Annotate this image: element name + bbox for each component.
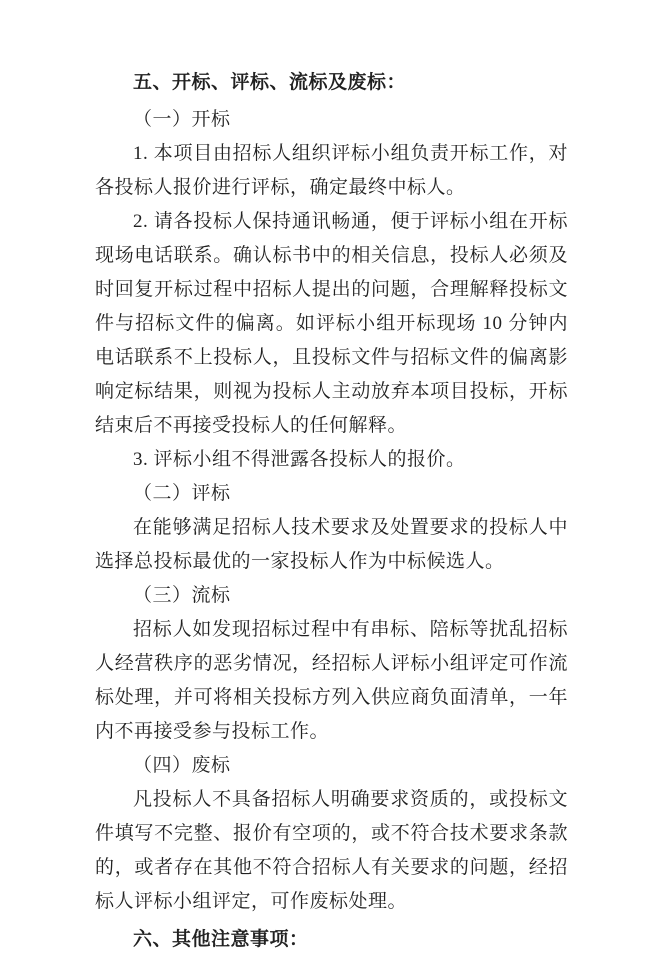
section-heading-5: 五、开标、评标、流标及废标：	[133, 72, 407, 93]
section-heading-6: 六、其他注意事项：	[133, 929, 309, 950]
paragraph-feibiao: 凡投标人不具备招标人明确要求资质的，或投标文件填写不完整、报价有空项的，或不符合技术要求条款的，或者存在其他不符合招标人有关要求的问题，经招标人评标小组评定，可作废标处理。	[95, 789, 568, 912]
subsection-heading-2-pingbiao: （二）评标	[133, 483, 231, 504]
paragraph-kaibiao-item-2: 2. 请各投标人保持通讯畅通，便于评标小组在开标现场电话联系。确认标书中的相关信息，投标人必须及时回复开标过程中招标人提出的问题，合理解释投标文件与招标文件的偏离。如评标小组开标现场 10 分钟内电话联系不上投标人，且投标文件与招标文件的偏离影响定标结果，则视为投标人主动放弃本项目投标，开标结束后不再接受投标人的任何解释。	[95, 211, 568, 436]
subsection-heading-4-feibiao: （四）废标	[133, 755, 231, 776]
paragraph-kaibiao-item-3: 3. 评标小组不得泄露各投标人的报价。	[133, 449, 466, 470]
document-body	[95, 66, 568, 957]
paragraph-liubiao: 招标人如发现招标过程中有串标、陪标等扰乱招标人经营秩序的恶劣情况，经招标人评标小组评定可作流标处理，并可将相关投标方列入供应商负面清单，一年内不再接受参与投标工作。	[95, 619, 568, 742]
subsection-heading-1-kaibiao: （一）开标	[133, 109, 231, 130]
paragraph-pingbiao: 在能够满足招标人技术要求及处置要求的投标人中选择总投标最优的一家投标人作为中标候选人。	[95, 517, 568, 572]
subsection-heading-3-liubiao: （三）流标	[133, 585, 231, 606]
paragraph-kaibiao-item-1: 1. 本项目由招标人组织评标小组负责开标工作，对各投标人报价进行评标，确定最终中标人。	[95, 143, 568, 198]
